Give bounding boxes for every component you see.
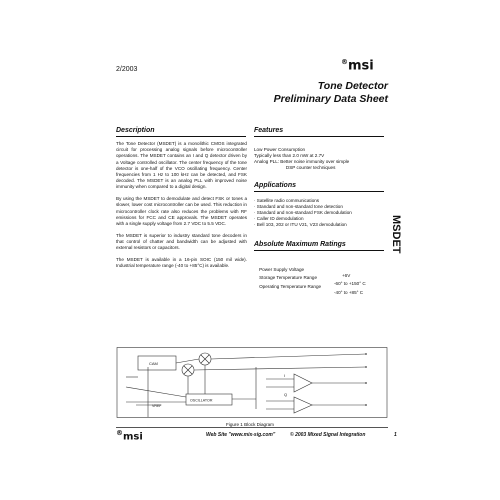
- description-paragraph: The MSDET is superior to industry standard tone decoders in that control of chatter and bandwidth can be adjusted with external resistors or capacitors.: [116, 232, 247, 251]
- footer-copyright: © 2003 Mixed Signal Integration: [290, 432, 366, 438]
- comparator-i: [294, 374, 312, 392]
- figure-caption: Figure 1 Block Diagram: [226, 422, 274, 427]
- application-item: · Satellite radio communications: [254, 198, 320, 203]
- application-item: · Caller ID demodulation: [254, 216, 304, 222]
- application-item: · Bell 103, 202 or ITU V21, V23 demodulation: [254, 222, 347, 228]
- title-line-1: Tone Detector: [317, 80, 388, 92]
- applications-list: [254, 198, 394, 228]
- footer-logo: ®msi: [116, 429, 143, 443]
- rating-value: -60° to +150° C: [334, 281, 366, 287]
- rating-label: Storage Temperature Range: [259, 275, 317, 281]
- description-paragraph: By using the MSDET to demodulate and detect FSK or tones a slower, lower cost microcontroller can be used. This reduction in microcontroller clock rate also reduces the problems with RF emissions for FCC and CE approvals. The MSDET operates with a single supply voltage from 2.7 VDC to 5.5 VDC.: [116, 196, 247, 226]
- description-paragraph: The MSDET is available in a 16-pin SOIC (150 mil wide). Industrial temperature range (-40 to +85°C) is available.: [116, 256, 247, 268]
- applications-rule: [254, 191, 384, 192]
- applications-heading: Applications: [254, 182, 297, 189]
- rating-value: +6V: [342, 273, 351, 279]
- features-list: [254, 147, 394, 171]
- document-title: [274, 80, 388, 106]
- features-heading: Features: [254, 127, 284, 134]
- i-channel-label: I: [284, 373, 286, 378]
- feature-item: Low Power Consumption: [254, 147, 306, 152]
- footer-rule: [116, 427, 388, 428]
- rating-label: Operating Temperature Range: [259, 284, 322, 290]
- side-part-label: MSDET: [390, 215, 402, 254]
- description-body: [116, 141, 247, 275]
- ratings-rule: [254, 250, 384, 251]
- description-rule: [116, 136, 246, 137]
- description-heading: Description: [116, 127, 155, 134]
- vref-label: VREF: [152, 404, 162, 408]
- oscillator-label: OSCILLATOR: [190, 398, 213, 403]
- comparator-q: [294, 397, 312, 413]
- feature-item: DSP counter techniques: [254, 165, 336, 171]
- cam-label: CAM: [149, 361, 158, 366]
- block-diagram: [116, 347, 388, 419]
- footer-website: Web Site "www.mix-sig.com": [206, 432, 276, 438]
- application-item: · Standard and non-standard tone detection: [254, 204, 343, 210]
- q-channel-label: Q: [284, 392, 288, 397]
- description-paragraph: The Tone Detector (MSDET) is a monolithic CMOS integrated circuit for processing analog signals before microcontroller operations. The MSDET contains an I and Q detector driven by a Voltage controlled oscillator. The center frequency of the tone detector is one-half of the VCO oscillating frequency. Center frequencies from 1 Hz to 100 kHz can be detected, and FSK decoded. The MSDET is an analog PLL with improved noise immunity when compared to a digital design.: [116, 141, 247, 190]
- company-logo: ®msi: [341, 58, 374, 74]
- ratings-row: [254, 278, 389, 296]
- rating-value: -40° to +85° C: [334, 290, 364, 296]
- ratings-table: [254, 261, 389, 296]
- page-number: 1: [394, 432, 397, 438]
- rating-label: Power Supply Voltage: [259, 267, 305, 273]
- feature-item: Typically less than 2.0 mW at 2.7V: [254, 153, 325, 159]
- ratings-heading: Absolute Maximum Ratings: [254, 241, 346, 248]
- application-item: · Standard and non-standard FSK demodulation: [254, 210, 352, 216]
- feature-item: Analog PLL: Better noise immunity over simple: [254, 159, 350, 165]
- title-line-2: Preliminary Data Sheet: [273, 93, 388, 105]
- document-date: 2/2003: [116, 66, 138, 73]
- features-rule: [254, 136, 384, 137]
